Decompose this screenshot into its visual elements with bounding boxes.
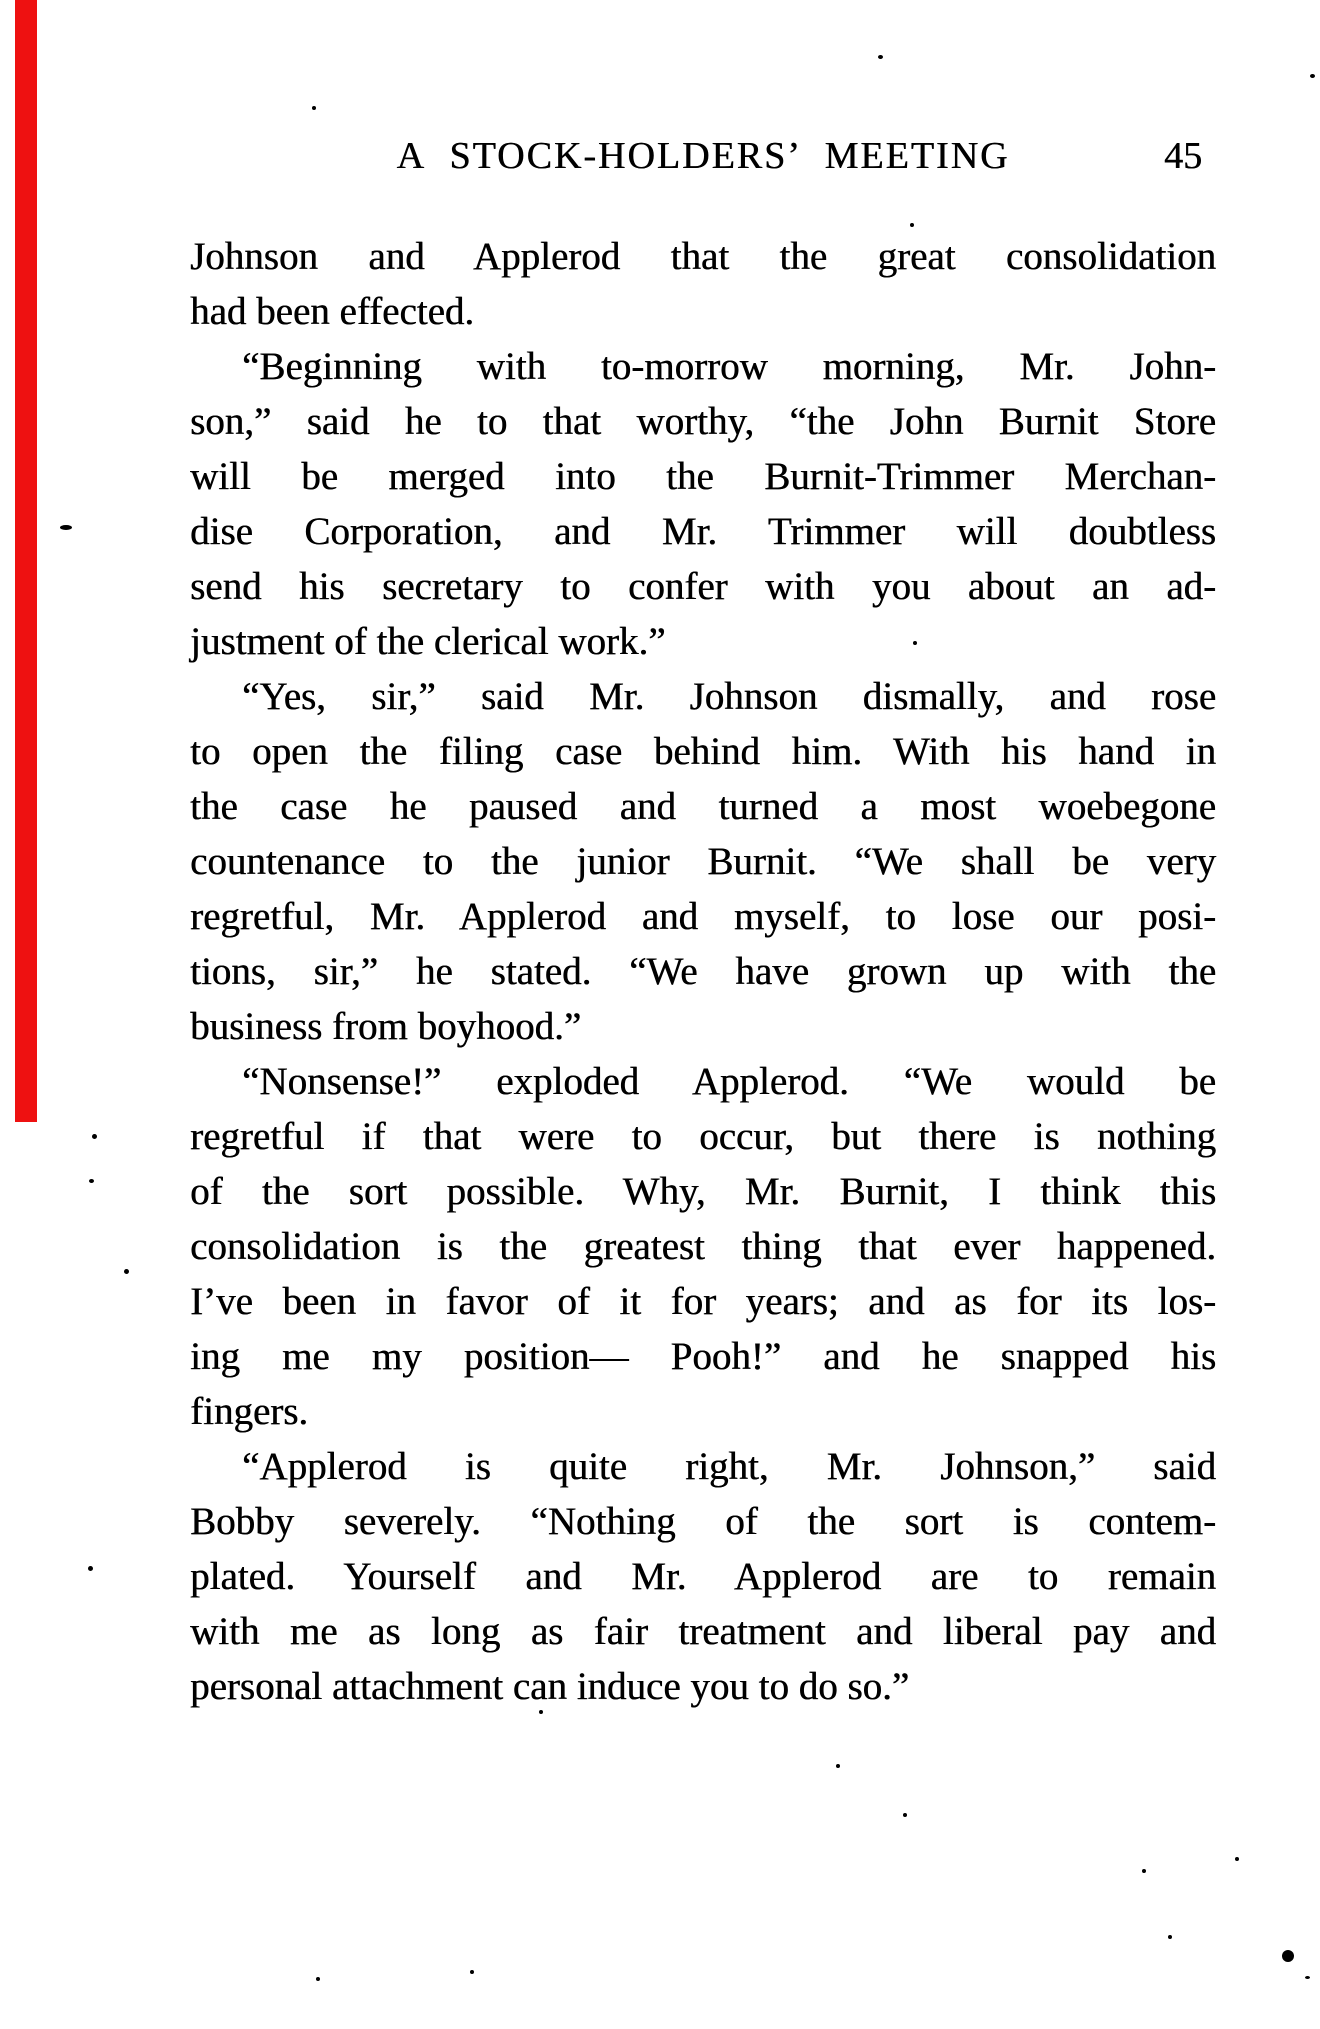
text-line: had been effected. (190, 290, 475, 333)
text-line: with me as long as fair treatment and liberal pay and (190, 1610, 1216, 1653)
text-line: business from boyhood.” (190, 1005, 582, 1048)
scan-speck (910, 223, 914, 227)
scan-speck (1305, 1976, 1310, 1979)
text-line: justment of the clerical work.” (190, 620, 666, 663)
scan-speck (316, 1977, 320, 1981)
body-text (190, 229, 1216, 1714)
page-number: 45 (1164, 135, 1202, 177)
scan-speck (88, 1566, 93, 1571)
scan-speck (903, 1813, 907, 1817)
scan-speck (312, 106, 316, 110)
text-line: will be merged into the Burnit-Trimmer Merchan- (190, 455, 1216, 498)
running-header (190, 134, 1216, 178)
scan-speck (1168, 1935, 1172, 1939)
scan-speck (836, 1764, 840, 1768)
text-line: “Yes, sir,” said Mr. Johnson dismally, and rose (242, 675, 1216, 718)
text-line: Bobby severely. “Nothing of the sort is contem- (190, 1500, 1216, 1543)
scan-speck (1235, 1857, 1239, 1861)
text-line: plated. Yourself and Mr. Applerod are to remain (190, 1555, 1216, 1598)
scan-speck (470, 1970, 474, 1974)
text-line: “Applerod is quite right, Mr. Johnson,” said (242, 1445, 1216, 1488)
text-line: send his secretary to confer with you about an ad- (190, 565, 1216, 608)
scan-speck (60, 525, 72, 530)
text-line: regretful if that were to occur, but there is nothing (190, 1115, 1216, 1158)
scan-speck (89, 1179, 94, 1183)
text-line: consolidation is the greatest thing that ever happened. (190, 1225, 1216, 1268)
scan-speck (1310, 74, 1315, 78)
scan-speck (1282, 1950, 1294, 1962)
text-line: tions, sir,” he stated. “We have grown up with the (190, 950, 1216, 993)
scan-artifact-red-bar (15, 0, 37, 1122)
scan-speck (1142, 1869, 1146, 1873)
text-line: personal attachment can induce you to do so.” (190, 1665, 910, 1708)
text-line: Johnson and Applerod that the great consolidation (190, 235, 1216, 278)
chapter-title: A STOCK-HOLDERS’ MEETING (396, 135, 1010, 177)
text-line: to open the filing case behind him. With his hand in (190, 730, 1216, 773)
scan-speck (878, 55, 883, 59)
text-line: son,” said he to that worthy, “the John Burnit Store (190, 400, 1216, 443)
text-line: “Nonsense!” exploded Applerod. “We would be (242, 1060, 1216, 1103)
text-line: dise Corporation, and Mr. Trimmer will doubtless (190, 510, 1216, 553)
scan-speck (913, 641, 917, 645)
scan-speck (92, 1134, 97, 1139)
text-line: fingers. (190, 1390, 309, 1433)
text-line: the case he paused and turned a most woebegone (190, 785, 1216, 828)
text-line: ing me my position— Pooh!” and he snapped his (190, 1335, 1216, 1378)
scan-speck (124, 1269, 129, 1274)
text-line: of the sort possible. Why, Mr. Burnit, I think this (190, 1170, 1216, 1213)
text-line: countenance to the junior Burnit. “We shall be very (190, 840, 1216, 883)
scan-speck (539, 1710, 543, 1714)
text-line: regretful, Mr. Applerod and myself, to lose our posi- (190, 895, 1216, 938)
text-line: I’ve been in favor of it for years; and as for its los- (190, 1280, 1216, 1323)
text-line: “Beginning with to-morrow morning, Mr. John- (242, 345, 1216, 388)
